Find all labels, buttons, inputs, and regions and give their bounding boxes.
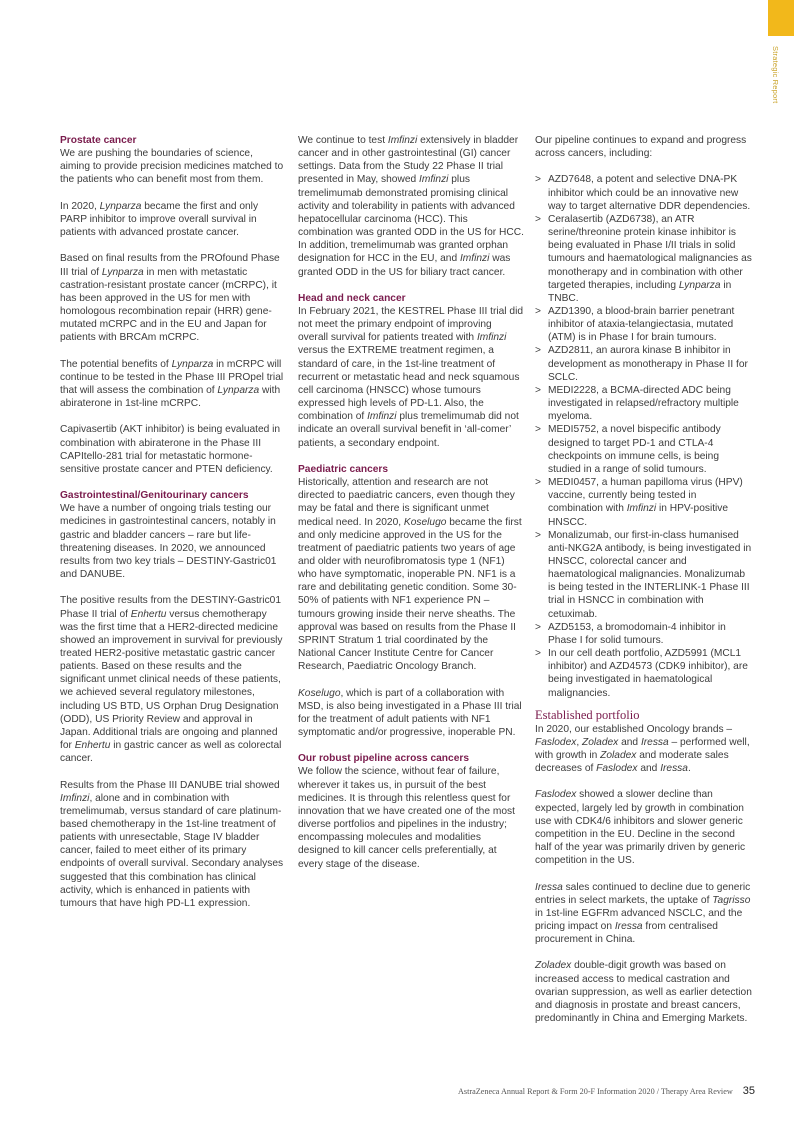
- paragraph: In February 2021, the KESTREL Phase III trial did not meet the primary endpoint of improving overall survival for patients treated with Imfinzi versus the EXTREME treatment regimen, a standard of care, in the 1st-line treatment of recurrent or metastatic head and neck squamous cell carcinoma (HNSCC) whose tumours expressed high levels of PD-L1. Also, the combination of Imfinzi plus tremelimumab did not indicate an overall survival benefit in ‘all-comer’ patients, a secondary endpoint.: [298, 306, 523, 449]
- heading-paediatric-cancers: Paediatric cancers: [298, 463, 389, 475]
- paragraph: Capivasertib (AKT inhibitor) is being evaluated in combination with abiraterone in the Phase III CAPItello-281 trial for metastatic hormone-sensitive prostate cancer and PTEN deficiency.: [60, 424, 281, 475]
- paragraph: Iressa sales continued to decline due to generic entries in select markets, the uptake of Tagrisso in 1st-line EGFRm advanced NSCLC, and the pricing impact on Iressa from centralised procurement in China.: [535, 881, 751, 946]
- paragraph: We follow the science, without fear of failure, wherever it takes us, in pursuit of the best medicines. It is through this relentless quest for innovation that we have created one of the most diverse portfolios and pipelines in the industry; encompassing molecules and modalities designed to kill cancer cells preferentially, at every stage of the disease.: [298, 766, 515, 870]
- column-3: [535, 134, 753, 1038]
- paragraph: Our pipeline continues to expand and progress across cancers, including:: [535, 135, 747, 160]
- pipeline-list: [535, 173, 753, 699]
- list-item: > MEDI5752, a novel bispecific antibody designed to target PD-1 and CTLA-4 checkpoints on immune cells, is being studied in a range of solid tumours.: [535, 423, 753, 476]
- paragraph: Faslodex showed a slower decline than expected, largely led by growth in combination use with CDK4/6 inhibitors and slower generic competition in the EU. Decline in the second half of the year was primarily driven by generic competition in the US.: [535, 789, 746, 867]
- footer-text: AstraZeneca Annual Report & Form 20-F Information 2020 / Therapy Area Review: [458, 1087, 733, 1096]
- list-item: > Ceralasertib (AZD6738), an ATR serine/threonine protein kinase inhibitor is being evaluated in Phase I/II trials in solid tumours and haematological malignancies as monotherapy and in combination with other targeted therapies, including Lynparza in TNBC.: [535, 213, 753, 305]
- list-item: > MEDI2228, a BCMA-directed ADC being investigated in relapsed/refractory multiple myeloma.: [535, 384, 753, 423]
- list-item: > AZD7648, a potent and selective DNA-PK inhibitor which could be an innovative new way to target alternative DDR dependencies.: [535, 173, 753, 212]
- list-item: > Monalizumab, our first-in-class humanised anti-NKG2A antibody, is being investigated in HNSCC, colorectal cancer and haematological malignancies. Monalizumab is being tested in the INTERLINK-1 Phase III trial in HSNCC in combination with cetuximab.: [535, 529, 753, 621]
- column-2: [298, 134, 524, 884]
- paragraph: We have a number of ongoing trials testing our medicines in gastrointestinal cancers, notably in gastric and bladder cancers – rare but life-threatening diseases. In 2020, we announced results from two key trials – DESTINY-Gastric01 and DANUBE.: [60, 503, 277, 581]
- heading-head-neck-cancer: Head and neck cancer: [298, 292, 406, 304]
- paragraph: We continue to test Imfinzi extensively in bladder cancer and in other gastrointestinal (GI) cancer settings. Data from the Study 22 Phase II trial presented in May, showed Imfinzi plus tremelimumab demonstrated promising clinical activity and tolerability in patients with advanced hepatocellular carcinoma (HCC). This combination was granted ODD in the US for HCC. In addition, tremelimumab was granted orphan designation for HCC in the EU, and Imfinzi was granted ODD in the US for biliary tract cancer.: [298, 135, 524, 278]
- paragraph: Results from the Phase III DANUBE trial showed Imfinzi, alone and in combination with tremelimumab, versus standard of care platinum-based chemotherapy in the 1st-line treatment of patients with unresectable, Stage IV bladder cancer, failed to meet either of its primary endpoints of overall survival. Secondary analyses suggested that this combination has clinical activity, which is enhanced in patients with tumours that have high PD-L1 expression.: [60, 779, 284, 909]
- heading-robust-pipeline: Our robust pipeline across cancers: [298, 753, 469, 765]
- heading-established-portfolio: Established portfolio: [535, 707, 640, 722]
- list-item: > In our cell death portfolio, AZD5991 (MCL1 inhibitor) and AZD4573 (CDK9 inhibitor), are being investigated in haematological malignancies.: [535, 647, 753, 700]
- paragraph: Zoladex double-digit growth was based on increased access to medical castration and ovarian suppression, as well as earlier detection and diagnosis in prostate and breast cancers, predominantly in China and Emerging Markets.: [535, 960, 752, 1025]
- page-footer: [380, 1085, 755, 1097]
- heading-prostate-cancer: Prostate cancer: [60, 135, 137, 146]
- heading-gi-gu-cancers: Gastrointestinal/Genitourinary cancers: [60, 490, 249, 502]
- paragraph: Koselugo, which is part of a collaboration with MSD, is also being investigated in a Phase III trial for the treatment of adult patients with NF1 symptomatic and/or progressive, inoperable PN.: [298, 687, 522, 738]
- paragraph: Based on final results from the PROfound Phase III trial of Lynparza in men with metastatic castration-resistant prostate cancer (mCRPC), it has been approved in the US for men with homologous recombination repair (HRR) gene-mutated mCRPC and in the EU and Japan for patients with BRCAm mCRPC.: [60, 253, 280, 344]
- paragraph: Historically, attention and research are not directed to paediatric cancers, even though they may be fatal and there is significant unmet medical need. In 2020, Koselugo became the first and only medicine approved in the US for the treatment of paediatric patients two years of age and older with neurofibromatosis type 1 (NF1) who have symptomatic, inoperable PN. NF1 is a rare and debilitating genetic condition. Some 30-50% of patients with NF1 experience PN – tumours growing inside their nerve sheaths. The approval was based on results from the Phase II SPRINT Stratum 1 trial coordinated by the National Cancer Institute Centre for Cancer Research, Paediatric Oncology Branch.: [298, 477, 522, 673]
- list-item: > AZD2811, an aurora kinase B inhibitor in development as monotherapy in Phase II for SCLC.: [535, 344, 753, 383]
- list-item: > MEDI0457, a human papilloma virus (HPV) vaccine, currently being tested in combination with Imfinzi in HPV-positive HNSCC.: [535, 476, 753, 529]
- section-label: Strategic Report: [771, 46, 780, 104]
- section-accent-bar: [768, 0, 794, 36]
- list-item: > AZD1390, a blood-brain barrier penetrant inhibitor of ataxia-telangiectasia, mutated (ATM) is in Phase I for brain tumours.: [535, 305, 753, 344]
- side-tab: [768, 0, 794, 1123]
- paragraph: In 2020, our established Oncology brands – Faslodex, Zoladex and Iressa – performed well, with growth in Zoladex and moderate sales decreases of Faslodex and Iressa.: [535, 723, 750, 775]
- paragraph: The positive results from the DESTINY-Gastric01 Phase II trial of Enhertu versus chemotherapy was the first time that a HER2-directed medicine showed an improvement in survival for previously treated HER2-positive metastatic gastric cancer patients. Based on these results and the significant unmet clinical needs of these patients, we achieved several regulatory milestones, including US BTD, US Orphan Drug Designation (ODD), US Priority Review and approval in Japan. Additional trials are ongoing and planned for Enhertu in gastric cancer as well as colorectal cancer.: [60, 595, 283, 765]
- page-number: 35: [742, 1085, 755, 1097]
- paragraph: The potential benefits of Lynparza in mCRPC will continue to be tested in the Phase III PROpel trial that will assess the combination of Lynparza with abiraterone in 1st-line mCRPC.: [60, 358, 284, 410]
- paragraph: We are pushing the boundaries of science, aiming to provide precision medicines matched to the patients who can benefit most from them.: [60, 148, 284, 186]
- paragraph: In 2020, Lynparza became the first and only PARP inhibitor to improve overall survival in patients with advanced prostate cancer.: [60, 200, 259, 239]
- list-item: > AZD5153, a bromodomain-4 inhibitor in Phase I for solid tumours.: [535, 621, 753, 647]
- column-1: [60, 134, 284, 923]
